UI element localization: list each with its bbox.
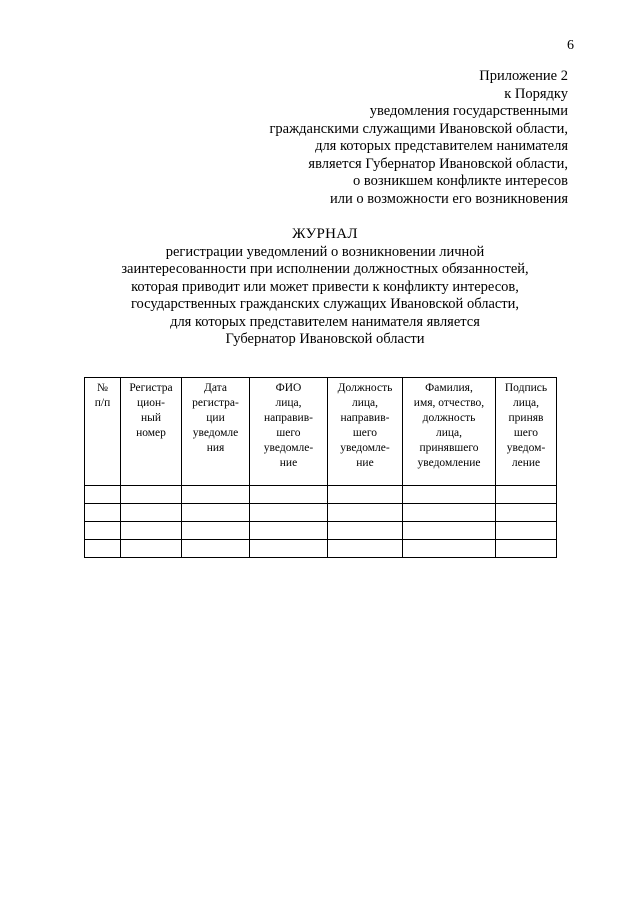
appendix-line: о возникшем конфликте интересов [352,173,568,189]
table-cell [496,522,557,540]
header-text: шего [352,427,378,439]
header-text: шего [513,427,539,439]
table-cell [328,540,403,558]
header-text: ции [206,412,225,424]
header-text: ный [140,412,162,424]
header-text: п/п [94,397,111,409]
header-text: уведомле [192,427,239,439]
table-cell [85,522,121,540]
table-cell [403,486,496,504]
header-text: регистра- [192,397,239,409]
header-text: Фамилия, [425,382,473,394]
header-text: уведом- [506,442,546,454]
table-cell [496,540,557,558]
header-text: Регистра [129,382,173,394]
journal-subtitle-line: государственных гражданских служащих Ивановской области, [130,296,520,312]
journal-subtitle-line: Губернатор Ивановской области [225,331,425,347]
journal-title: ЖУРНАЛ [292,226,358,242]
registration-journal-table [84,377,557,558]
header-text: № [97,382,108,394]
journal-subtitle [70,244,580,349]
appendix-line: уведомления государственными [369,103,568,119]
header-text: должность [422,412,476,424]
table-cell [85,486,121,504]
journal-subtitle-line: которая приводит или может привести к конфликту интересов, [131,278,519,295]
journal-subtitle-line: для которых представителем нанимателя является [170,313,480,330]
header-text: ние [356,457,374,469]
appendix-line: является Губернатор Ивановской области, [308,155,568,172]
appendix-line: к Порядку [504,85,568,102]
header-text: Должность [337,382,393,394]
header-text: принявшего [419,442,479,454]
header-text: лица, [512,397,540,409]
header-text: ФИО [275,382,302,394]
table-header-row [85,378,557,486]
journal-heading [70,226,580,349]
appendix-line: для которых представителем нанимателя [315,138,568,154]
header-text: уведомле- [263,442,314,454]
table-cell [85,504,121,522]
header-text: имя, отчество, [413,397,485,409]
table-cell [403,504,496,522]
table-cell [496,504,557,522]
table-cell [182,504,250,522]
table-cell [121,486,182,504]
header-text: лица, [435,427,463,439]
header-text: номер [136,427,166,439]
header-text: направив- [340,412,390,424]
table-cell [328,504,403,522]
column-header-number [85,378,121,486]
header-text: приняв [508,412,544,424]
header-text: лица, [275,397,302,409]
journal-subtitle-line: заинтересованности при исполнении должностных обязанностей, [121,261,529,277]
table-cell [496,486,557,504]
column-header-registration-number [121,378,182,486]
page-number: 6 [567,38,574,53]
table-row [85,540,557,558]
table-body [85,486,557,558]
table-cell [250,522,328,540]
header-text: уведомле- [340,442,390,454]
table-row [85,522,557,540]
table-cell [121,504,182,522]
table-cell [182,486,250,504]
column-header-sender-name [250,378,328,486]
table-cell [403,522,496,540]
appendix-line: или о возможности его возникновения [330,190,568,207]
header-text: ние [279,457,298,469]
header-text: шего [276,427,301,439]
header-text: Дата [204,382,227,394]
header-text: цион- [136,397,166,409]
table-cell [403,540,496,558]
header-text: лица, [351,397,379,409]
column-header-receiver-details [403,378,496,486]
table-cell [250,540,328,558]
table-cell [328,522,403,540]
journal-subtitle-line: регистрации уведомлений о возникновении личной [165,243,485,260]
column-header-sender-position [328,378,403,486]
table-cell [182,522,250,540]
table-cell [85,540,121,558]
appendix-line: гражданскими служащими Ивановской области, [269,120,568,137]
header-text: направив- [264,412,313,424]
table-row [85,504,557,522]
table-cell [121,540,182,558]
column-header-receiver-signature [496,378,557,486]
table-cell [121,522,182,540]
appendix-header [148,68,568,208]
table-cell [182,540,250,558]
header-text: ление [511,457,541,469]
table-cell [250,486,328,504]
column-header-registration-date [182,378,250,486]
table-row [85,486,557,504]
appendix-line: Приложение 2 [479,68,568,84]
header-text: Подпись [504,382,548,394]
table-cell [250,504,328,522]
header-text: уведомление [417,457,481,469]
header-text: ния [206,442,225,454]
table-cell [328,486,403,504]
